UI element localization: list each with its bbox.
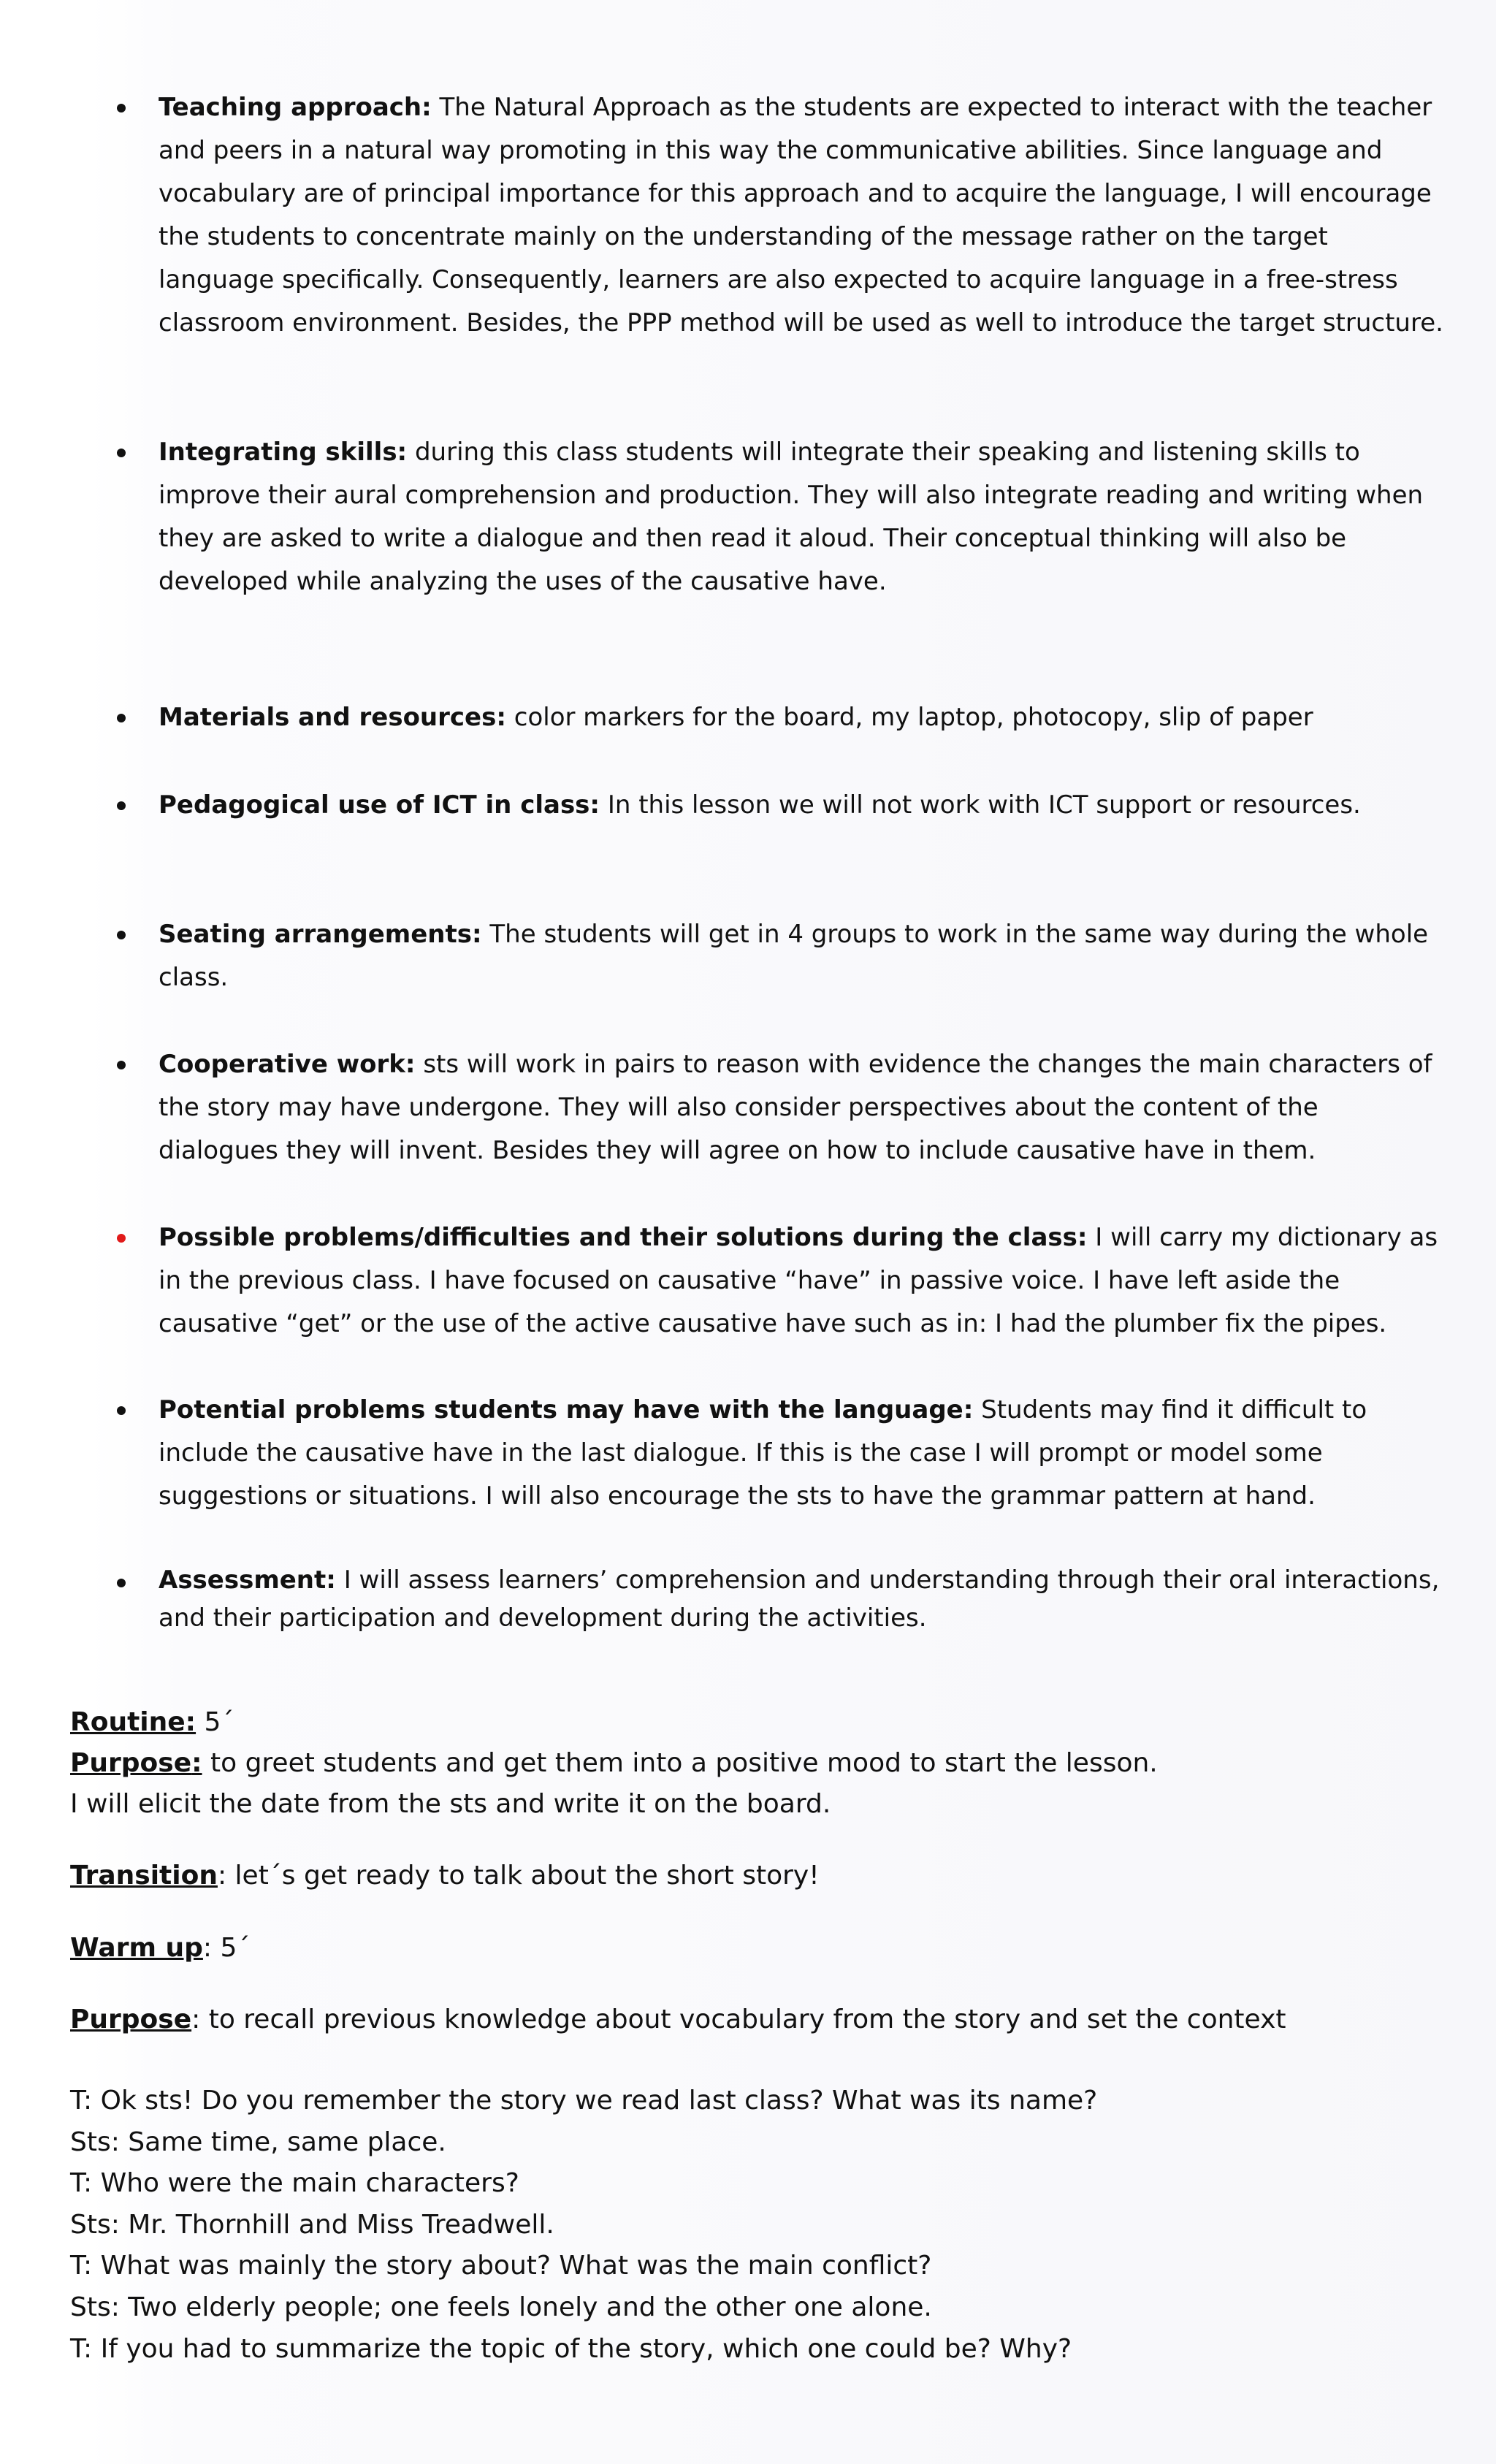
list-item-possible-problems (159, 1216, 1444, 1346)
item-heading: Possible problems/difficulties and their solutions during the class: (159, 1223, 1088, 1252)
dialogue-line: T: Who were the main characters? (70, 2168, 519, 2199)
list-item-assessment (159, 1561, 1444, 1637)
bullet-icon (117, 104, 126, 112)
purpose-label: Purpose (70, 1748, 192, 1778)
item-text: I will assess learners’ comprehension and understanding through their oral interactions, and their participation and development during the activities. (159, 1565, 1440, 1633)
item-text: color markers for the board, my laptop, photocopy, slip of paper (514, 703, 1313, 732)
routine-time: 5´ (204, 1707, 234, 1737)
warmup-time: : 5´ (202, 1933, 251, 1963)
purpose-colon: : (191, 1748, 202, 1778)
dialogue-line: T: What was mainly the story about? What was the main conflict? (70, 2251, 932, 2281)
item-heading: Integrating skills: (159, 438, 408, 467)
item-heading: Materials and resources: (159, 703, 506, 732)
list-item-materials (159, 696, 1444, 739)
item-heading: Pedagogical use of ICT in class: (159, 790, 600, 820)
item-text: Students may find it difficult to include the causative have in the last dialogue. If this is the case I will prompt or model some suggestions or situations. I will also encourage the sts to have the grammar pattern at hand. (159, 1395, 1367, 1511)
item-text: In this lesson we will not work with ICT support or resources. (607, 790, 1361, 820)
bullet-icon (117, 1406, 126, 1415)
bullet-icon (117, 801, 126, 810)
dialogue-line: T: Ok sts! Do you remember the story we read last class? What was its name? (70, 2086, 1098, 2116)
item-heading: Potential problems students may have with the language: (159, 1395, 974, 1424)
dialogue-line: Sts: Mr. Thornhill and Miss Treadwell. (70, 2209, 554, 2240)
bullet-icon (117, 449, 126, 457)
warmup-section (70, 1928, 1458, 1969)
list-item-ict (159, 784, 1444, 827)
bullet-icon (117, 1579, 126, 1587)
transition-section (70, 1855, 1458, 1896)
list-item-cooperative-work (159, 1043, 1444, 1172)
dialogue-line: Sts: Same time, same place. (70, 2127, 446, 2157)
transition-text: : let´s get ready to talk about the short story! (217, 1861, 820, 1891)
warmup-label: Warm up (70, 1933, 203, 1963)
bullet-icon (117, 714, 126, 722)
item-text: The Natural Approach as the students are expected to interact with the teacher and peers in a natural way promoting in this way the communicative abilities. Since language and vocabulary are of principal importance for this approach and to acquire the language, I will encourage the students to concentrate mainly on the understanding of the message rather on the target language specifically. Consequently, learners are also expected to acquire language in a free-stress classroom environment. Besides, the PPP method will be used as well to introduce the target structure. (159, 93, 1443, 337)
warmup-purpose (70, 1999, 1458, 2040)
routine-section (70, 1702, 1458, 1825)
dialogue (70, 2080, 1458, 2370)
purpose-label: Purpose (70, 2005, 192, 2034)
dialogue-line: T: If you had to summarize the topic of the story, which one could be? Why? (70, 2333, 1072, 2364)
item-text: The students will get in 4 groups to work in the same way during the whole class. (159, 920, 1429, 992)
purpose-text: : to recall previous knowledge about vocabulary from the story and set the context (191, 2005, 1286, 2034)
bullet-icon (117, 931, 126, 939)
item-text: sts will work in pairs to reason with evidence the changes the main characters of the story may have undergone. They will also consider perspectives about the content of the dialogues they will invent. Besides they will agree on how to include causative have in them. (159, 1050, 1432, 1165)
item-text: I will carry my dictionary as in the previous class. I have focused on causative “have” in passive voice. I have left aside the causative “get” or the use of the active causative have such as in: I had the plumber fix the pipes. (159, 1223, 1438, 1338)
item-heading: Teaching approach: (159, 93, 432, 122)
item-heading: Assessment: (159, 1565, 336, 1595)
list-item-integrating-skills (159, 431, 1444, 603)
bullet-icon (117, 1061, 126, 1069)
item-heading: Cooperative work: (159, 1050, 416, 1079)
dialogue-line: Sts: Two elderly people; one feels lonely and the other one alone. (70, 2292, 932, 2322)
item-heading: Seating arrangements: (159, 920, 482, 949)
list-item-teaching-approach (159, 86, 1444, 345)
routine-label: Routine: (70, 1707, 196, 1737)
routine-note: I will elicit the date from the sts and write it on the board. (70, 1789, 831, 1819)
bullet-icon (117, 1234, 126, 1243)
list-item-seating (159, 913, 1444, 999)
purpose-text: to greet students and get them into a positive mood to start the lesson. (210, 1748, 1158, 1778)
item-text: during this class students will integrate their speaking and listening skills to improve their aural comprehension and production. They will also integrate reading and writing when they are asked to write a dialogue and then read it aloud. Their conceptual thinking will also be developed while analyzing the uses of the causative have. (159, 438, 1424, 596)
transition-label: Transition (70, 1861, 218, 1891)
list-item-language-problems (159, 1389, 1444, 1518)
